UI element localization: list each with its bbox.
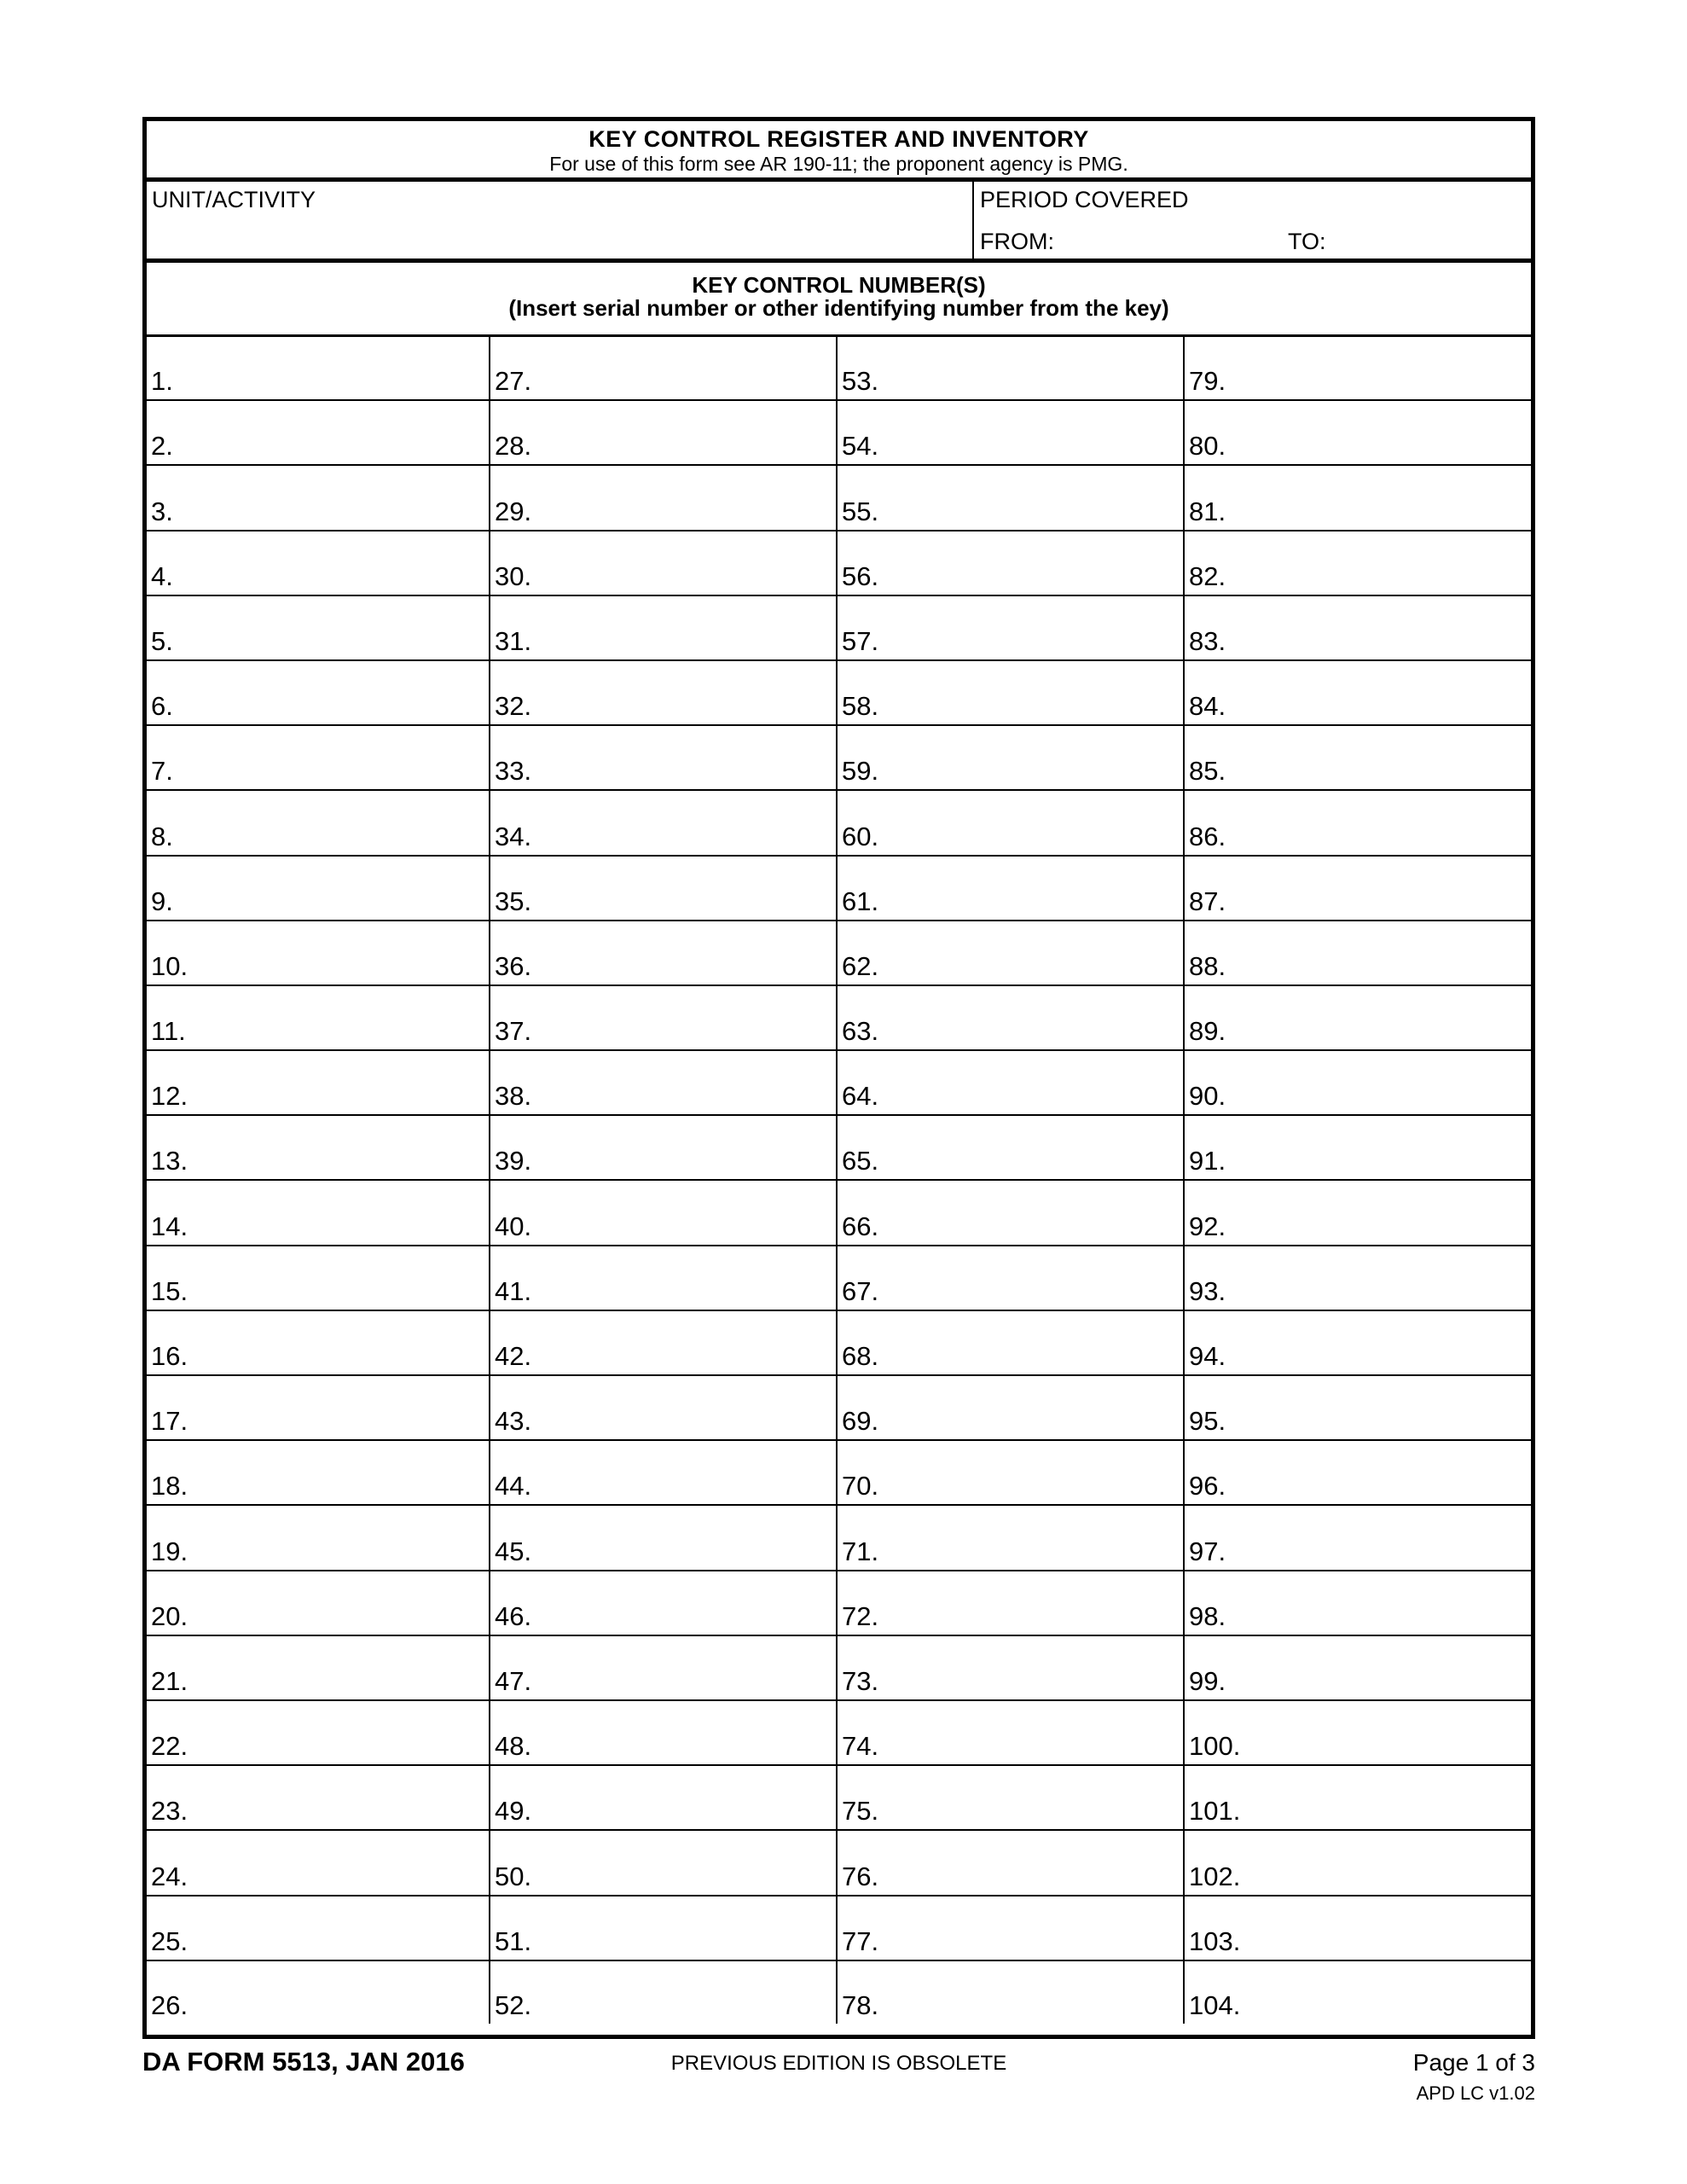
key-cell-number: 81.: [1189, 496, 1226, 526]
key-cell-number: 58.: [842, 691, 879, 722]
key-cell-number: 4.: [151, 561, 173, 591]
key-cell-number: 57.: [842, 625, 879, 656]
table-row: [147, 1180, 1531, 1245]
key-cell-number: 102.: [1189, 1861, 1241, 1891]
table-row: [147, 465, 1531, 530]
footer-form-number: DA FORM 5513, JAN 2016: [142, 2047, 465, 2077]
key-cell-number: 72.: [842, 1600, 879, 1631]
footer-version: APD LC v1.02: [1416, 2082, 1535, 2104]
key-cell-number: 18.: [151, 1471, 188, 1502]
key-cell-number: 21.: [151, 1665, 188, 1696]
key-control-subtitle: (Insert serial number or other identifying number from the key): [508, 295, 1169, 321]
table-row: [147, 1635, 1531, 1700]
key-cell-number: 7.: [151, 756, 173, 787]
key-cell-number: 101.: [1189, 1796, 1241, 1827]
key-cell[interactable]: [147, 595, 490, 660]
key-cell[interactable]: [490, 1505, 837, 1570]
key-cell[interactable]: [837, 531, 1184, 595]
key-cell[interactable]: [147, 1375, 490, 1440]
key-cell-number: 56.: [842, 561, 879, 591]
key-cell[interactable]: [837, 725, 1184, 790]
key-cell[interactable]: [1184, 1505, 1531, 1570]
table-row: [147, 1050, 1531, 1115]
key-cell-number: 29.: [495, 496, 532, 526]
key-cell[interactable]: [837, 337, 1184, 400]
key-cell-number: 88.: [1189, 950, 1226, 981]
key-cell-number: 37.: [495, 1016, 532, 1047]
key-cell[interactable]: [837, 856, 1184, 921]
key-cell-number: 6.: [151, 691, 173, 722]
key-cell[interactable]: [1184, 1310, 1531, 1375]
unit-activity-field[interactable]: [147, 182, 972, 258]
key-cell[interactable]: [147, 400, 490, 465]
key-cell-number: 75.: [842, 1796, 879, 1827]
key-cell-number: 50.: [495, 1861, 532, 1891]
key-cell[interactable]: [490, 1896, 837, 1960]
key-cell-number: 52.: [495, 1990, 532, 2020]
key-cell-number: 53.: [842, 366, 879, 397]
key-cell-number: 63.: [842, 1016, 879, 1047]
key-cell[interactable]: [1184, 595, 1531, 660]
key-cell[interactable]: [490, 531, 837, 595]
period-covered-field[interactable]: [972, 182, 1531, 258]
key-cell[interactable]: [147, 1960, 490, 2024]
key-cell-number: 2.: [151, 431, 173, 462]
table-row: [147, 1115, 1531, 1180]
key-cell-number: 71.: [842, 1536, 879, 1566]
key-cell[interactable]: [1184, 1765, 1531, 1830]
key-cell-number: 41.: [495, 1275, 532, 1306]
key-cell-number: 45.: [495, 1536, 532, 1566]
key-cell[interactable]: [147, 985, 490, 1050]
table-row: [147, 1440, 1531, 1505]
key-cell-number: 65.: [842, 1146, 879, 1176]
key-cell[interactable]: [837, 790, 1184, 855]
key-cell-number: 89.: [1189, 1016, 1226, 1047]
key-cell[interactable]: [1184, 856, 1531, 921]
key-cell-number: 84.: [1189, 691, 1226, 722]
key-cell[interactable]: [1184, 400, 1531, 465]
key-cell[interactable]: [490, 1571, 837, 1635]
key-cell-number: 44.: [495, 1471, 532, 1502]
key-cell-number: 54.: [842, 431, 879, 462]
key-cell[interactable]: [147, 1310, 490, 1375]
key-cell-number: 8.: [151, 821, 173, 851]
key-cell[interactable]: [490, 921, 837, 985]
table-row: [147, 595, 1531, 660]
key-cell[interactable]: [147, 1440, 490, 1505]
key-cell-number: 104.: [1189, 1990, 1241, 2020]
key-cell-number: 36.: [495, 950, 532, 981]
key-cell[interactable]: [490, 1375, 837, 1440]
table-row: [147, 1960, 1531, 2024]
key-cell-number: 32.: [495, 691, 532, 722]
key-cell-number: 14.: [151, 1211, 188, 1241]
key-cell[interactable]: [1184, 1440, 1531, 1505]
key-cell-number: 62.: [842, 950, 879, 981]
key-cell-number: 47.: [495, 1665, 532, 1696]
key-cell[interactable]: [837, 1635, 1184, 1700]
key-cell-number: 95.: [1189, 1406, 1226, 1437]
key-cell[interactable]: [837, 1571, 1184, 1635]
key-cell-number: 91.: [1189, 1146, 1226, 1176]
key-cell[interactable]: [1184, 531, 1531, 595]
key-cell-number: 68.: [842, 1341, 879, 1372]
key-cell-number: 13.: [151, 1146, 188, 1176]
key-cell-number: 93.: [1189, 1275, 1226, 1306]
key-control-table-body: [147, 337, 1531, 2024]
key-cell[interactable]: [147, 1050, 490, 1115]
key-cell-number: 9.: [151, 886, 173, 916]
key-cell-number: 66.: [842, 1211, 879, 1241]
unit-period-row: [147, 182, 1531, 263]
key-cell[interactable]: [1184, 1115, 1531, 1180]
key-cell-number: 87.: [1189, 886, 1226, 916]
key-cell[interactable]: [837, 1440, 1184, 1505]
table-row: [147, 1246, 1531, 1310]
key-cell-number: 92.: [1189, 1211, 1226, 1241]
key-cell[interactable]: [490, 1310, 837, 1375]
form-title: KEY CONTROL REGISTER AND INVENTORY: [588, 126, 1089, 152]
key-cell-number: 11.: [151, 1016, 186, 1047]
key-cell-number: 25.: [151, 1926, 188, 1956]
key-cell[interactable]: [837, 1960, 1184, 2024]
key-cell-number: 49.: [495, 1796, 532, 1827]
key-cell-number: 80.: [1189, 431, 1226, 462]
key-cell[interactable]: [147, 1180, 490, 1245]
key-cell[interactable]: [147, 921, 490, 985]
key-cell-number: 55.: [842, 496, 879, 526]
table-row: [147, 1700, 1531, 1765]
key-cell[interactable]: [837, 1830, 1184, 1895]
key-cell-number: 40.: [495, 1211, 532, 1241]
key-cell[interactable]: [1184, 1375, 1531, 1440]
key-cell[interactable]: [837, 660, 1184, 725]
key-cell[interactable]: [147, 1896, 490, 1960]
key-cell[interactable]: [490, 1960, 837, 2024]
key-cell-number: 85.: [1189, 756, 1226, 787]
key-cell-number: 1.: [151, 366, 173, 397]
key-cell-number: 61.: [842, 886, 879, 916]
key-cell-number: 83.: [1189, 625, 1226, 656]
key-cell-number: 42.: [495, 1341, 532, 1372]
period-covered-label: PERIOD COVERED: [980, 187, 1189, 212]
key-cell-number: 79.: [1189, 366, 1226, 397]
table-row: [147, 856, 1531, 921]
key-cell[interactable]: [837, 1765, 1184, 1830]
key-cell-number: 3.: [151, 496, 173, 526]
key-cell[interactable]: [490, 1765, 837, 1830]
unit-activity-label: UNIT/ACTIVITY: [152, 187, 316, 212]
table-row: [147, 1765, 1531, 1830]
key-cell[interactable]: [147, 1246, 490, 1310]
key-cell-number: 30.: [495, 561, 532, 591]
key-cell-number: 23.: [151, 1796, 188, 1827]
table-row: [147, 1310, 1531, 1375]
key-cell-number: 99.: [1189, 1665, 1226, 1696]
key-cell-number: 76.: [842, 1861, 879, 1891]
table-row: [147, 790, 1531, 855]
key-cell[interactable]: [837, 400, 1184, 465]
key-cell-number: 77.: [842, 1926, 879, 1956]
key-cell-number: 97.: [1189, 1536, 1226, 1566]
key-cell[interactable]: [147, 1635, 490, 1700]
key-cell-number: 22.: [151, 1731, 188, 1762]
table-row: [147, 531, 1531, 595]
key-cell-number: 69.: [842, 1406, 879, 1437]
key-cell[interactable]: [1184, 1635, 1531, 1700]
key-cell-number: 90.: [1189, 1081, 1226, 1112]
key-cell-number: 5.: [151, 625, 173, 656]
footer-page-indicator: Page 1 of 3: [1412, 2049, 1535, 2076]
key-cell-number: 96.: [1189, 1471, 1226, 1502]
key-cell[interactable]: [147, 725, 490, 790]
key-cell[interactable]: [147, 1505, 490, 1570]
key-cell[interactable]: [490, 400, 837, 465]
key-cell[interactable]: [490, 1700, 837, 1765]
key-cell-number: 94.: [1189, 1341, 1226, 1372]
key-cell[interactable]: [490, 725, 837, 790]
key-cell[interactable]: [147, 465, 490, 530]
key-cell[interactable]: [147, 660, 490, 725]
table-row: [147, 1505, 1531, 1570]
key-cell[interactable]: [1184, 465, 1531, 530]
key-cell-number: 16.: [151, 1341, 188, 1372]
key-cell[interactable]: [1184, 790, 1531, 855]
form-title-block: [147, 121, 1531, 182]
key-cell[interactable]: [837, 1505, 1184, 1570]
key-cell[interactable]: [147, 337, 490, 400]
key-cell[interactable]: [147, 790, 490, 855]
form-subtitle: For use of this form see AR 190-11; the proponent agency is PMG.: [549, 153, 1128, 175]
key-cell[interactable]: [490, 595, 837, 660]
key-cell[interactable]: [837, 1896, 1184, 1960]
key-cell[interactable]: [1184, 1571, 1531, 1635]
table-row: [147, 400, 1531, 465]
key-cell-number: 12.: [151, 1081, 188, 1112]
table-row: [147, 725, 1531, 790]
key-cell-number: 59.: [842, 756, 879, 787]
key-cell-number: 10.: [151, 950, 188, 981]
key-cell-number: 70.: [842, 1471, 879, 1502]
key-cell-number: 20.: [151, 1600, 188, 1631]
key-cell[interactable]: [490, 465, 837, 530]
da-form-5513: [142, 117, 1535, 2039]
to-label: TO:: [1288, 229, 1326, 254]
from-label: FROM:: [980, 229, 1054, 254]
key-cell-number: 51.: [495, 1926, 532, 1956]
key-cell[interactable]: [837, 985, 1184, 1050]
table-row: [147, 921, 1531, 985]
key-cell-number: 28.: [495, 431, 532, 462]
key-cell[interactable]: [837, 1115, 1184, 1180]
key-cell[interactable]: [1184, 1960, 1531, 2024]
key-cell[interactable]: [490, 1830, 837, 1895]
key-cell[interactable]: [147, 1571, 490, 1635]
key-cell-number: 78.: [842, 1990, 879, 2020]
key-cell[interactable]: [490, 985, 837, 1050]
key-cell[interactable]: [147, 1115, 490, 1180]
key-cell[interactable]: [1184, 1246, 1531, 1310]
key-cell-number: 100.: [1189, 1731, 1241, 1762]
key-cell[interactable]: [837, 465, 1184, 530]
key-cell[interactable]: [490, 1440, 837, 1505]
table-row: [147, 1896, 1531, 1960]
key-cell[interactable]: [490, 856, 837, 921]
key-cell-number: 86.: [1189, 821, 1226, 851]
key-cell[interactable]: [837, 1246, 1184, 1310]
key-cell[interactable]: [837, 1700, 1184, 1765]
key-control-title: KEY CONTROL NUMBER(S): [692, 272, 986, 298]
key-cell-number: 24.: [151, 1861, 188, 1891]
key-cell-number: 38.: [495, 1081, 532, 1112]
key-cell-number: 17.: [151, 1406, 188, 1437]
key-cell[interactable]: [147, 1700, 490, 1765]
key-cell[interactable]: [1184, 1050, 1531, 1115]
table-row: [147, 1830, 1531, 1895]
key-cell[interactable]: [1184, 337, 1531, 400]
key-cell-number: 73.: [842, 1665, 879, 1696]
key-control-section-header: [147, 263, 1531, 337]
key-cell[interactable]: [490, 1246, 837, 1310]
key-cell-number: 43.: [495, 1406, 532, 1437]
key-cell-number: 26.: [151, 1990, 188, 2020]
key-cell[interactable]: [490, 1635, 837, 1700]
key-cell-number: 27.: [495, 366, 532, 397]
key-cell-number: 31.: [495, 625, 532, 656]
key-cell[interactable]: [1184, 1896, 1531, 1960]
table-row: [147, 1375, 1531, 1440]
key-cell-number: 15.: [151, 1275, 188, 1306]
key-cell[interactable]: [837, 1375, 1184, 1440]
footer-edition-note: PREVIOUS EDITION IS OBSOLETE: [670, 2052, 1007, 2075]
key-cell[interactable]: [837, 921, 1184, 985]
key-cell-number: 33.: [495, 756, 532, 787]
key-cell-number: 82.: [1189, 561, 1226, 591]
key-cell-number: 103.: [1189, 1926, 1241, 1956]
key-cell[interactable]: [1184, 921, 1531, 985]
table-row: [147, 660, 1531, 725]
key-cell-number: 67.: [842, 1275, 879, 1306]
key-cell[interactable]: [1184, 1830, 1531, 1895]
key-cell-number: 64.: [842, 1081, 879, 1112]
key-cell[interactable]: [837, 1310, 1184, 1375]
key-cell[interactable]: [1184, 985, 1531, 1050]
key-cell[interactable]: [1184, 660, 1531, 725]
table-row: [147, 985, 1531, 1050]
key-cell[interactable]: [837, 1050, 1184, 1115]
key-cell[interactable]: [1184, 725, 1531, 790]
key-cell[interactable]: [147, 856, 490, 921]
key-cell[interactable]: [837, 1180, 1184, 1245]
key-cell[interactable]: [490, 337, 837, 400]
key-cell-number: 98.: [1189, 1600, 1226, 1631]
key-cell[interactable]: [837, 595, 1184, 660]
table-row: [147, 1571, 1531, 1635]
key-cell[interactable]: [1184, 1700, 1531, 1765]
key-cell-number: 19.: [151, 1536, 188, 1566]
from-to-line: [980, 229, 1524, 255]
key-control-table: [147, 337, 1531, 2024]
key-cell[interactable]: [490, 1115, 837, 1180]
key-cell-number: 74.: [842, 1731, 879, 1762]
key-cell-number: 60.: [842, 821, 879, 851]
key-cell-number: 46.: [495, 1600, 532, 1631]
key-cell-number: 39.: [495, 1146, 532, 1176]
table-row: [147, 337, 1531, 400]
key-cell[interactable]: [490, 790, 837, 855]
key-cell[interactable]: [1184, 1180, 1531, 1245]
key-cell-number: 35.: [495, 886, 532, 916]
key-cell[interactable]: [490, 660, 837, 725]
key-cell-number: 48.: [495, 1731, 532, 1762]
key-cell[interactable]: [147, 531, 490, 595]
key-cell-number: 34.: [495, 821, 532, 851]
key-cell[interactable]: [490, 1180, 837, 1245]
key-cell[interactable]: [490, 1050, 837, 1115]
key-cell[interactable]: [147, 1765, 490, 1830]
key-cell[interactable]: [147, 1830, 490, 1895]
